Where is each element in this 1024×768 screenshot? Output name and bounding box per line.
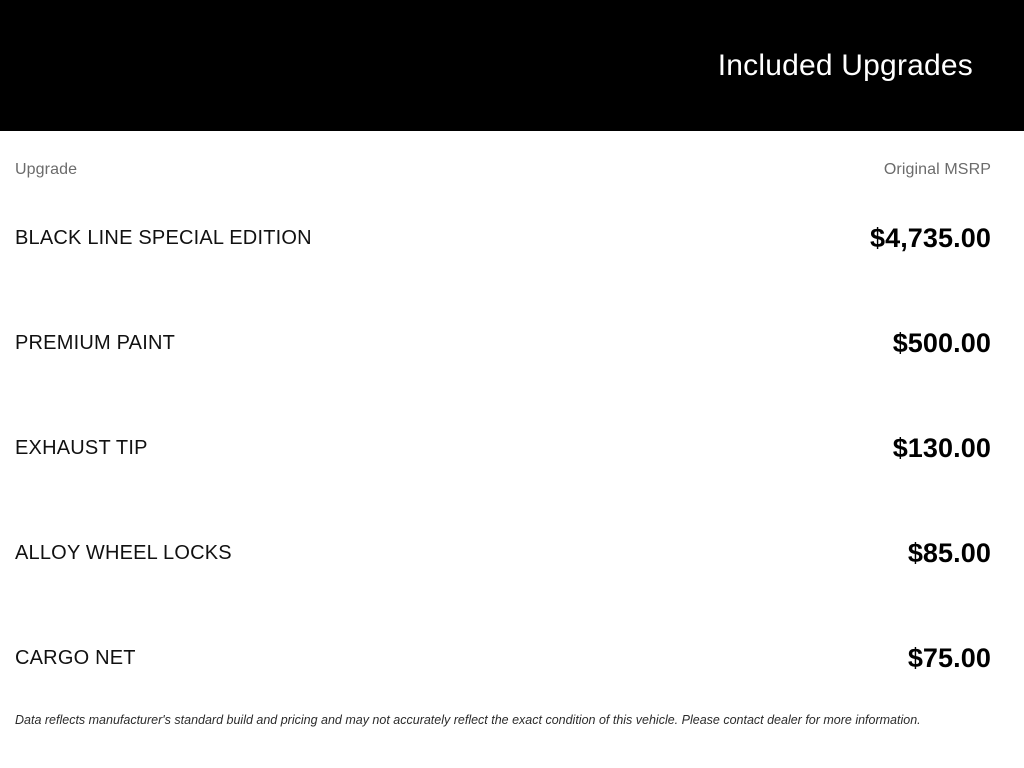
upgrade-price: $4,735.00 bbox=[869, 223, 991, 253]
upgrade-price: $130.00 bbox=[892, 433, 991, 463]
upgrade-name: BLACK LINE SPECIAL EDITION bbox=[15, 227, 312, 249]
column-header-msrp: Original MSRP bbox=[883, 161, 991, 178]
disclaimer-text: Data reflects manufacturer's standard build and pricing and may not accurately reflect the exact condition of this vehicle. Please contact dealer for more information. bbox=[15, 713, 921, 727]
upgrade-name: EXHAUST TIP bbox=[15, 437, 148, 459]
upgrade-name: ALLOY WHEEL LOCKS bbox=[15, 542, 232, 564]
column-header-upgrade: Upgrade bbox=[15, 161, 78, 178]
table-row bbox=[15, 291, 991, 396]
page-title: Included Upgrades bbox=[717, 48, 973, 82]
upgrade-price: $85.00 bbox=[907, 538, 991, 568]
table-row bbox=[15, 186, 991, 291]
header-banner bbox=[0, 0, 1024, 131]
table-row bbox=[15, 501, 991, 606]
upgrade-name: CARGO NET bbox=[15, 647, 136, 669]
upgrades-table bbox=[0, 131, 1024, 728]
table-row bbox=[15, 396, 991, 501]
upgrade-price: $500.00 bbox=[892, 328, 991, 358]
table-header-row bbox=[15, 131, 991, 180]
upgrade-name: PREMIUM PAINT bbox=[15, 332, 176, 354]
table-body bbox=[15, 186, 991, 711]
upgrade-price: $75.00 bbox=[907, 643, 991, 673]
table-row bbox=[15, 606, 991, 711]
